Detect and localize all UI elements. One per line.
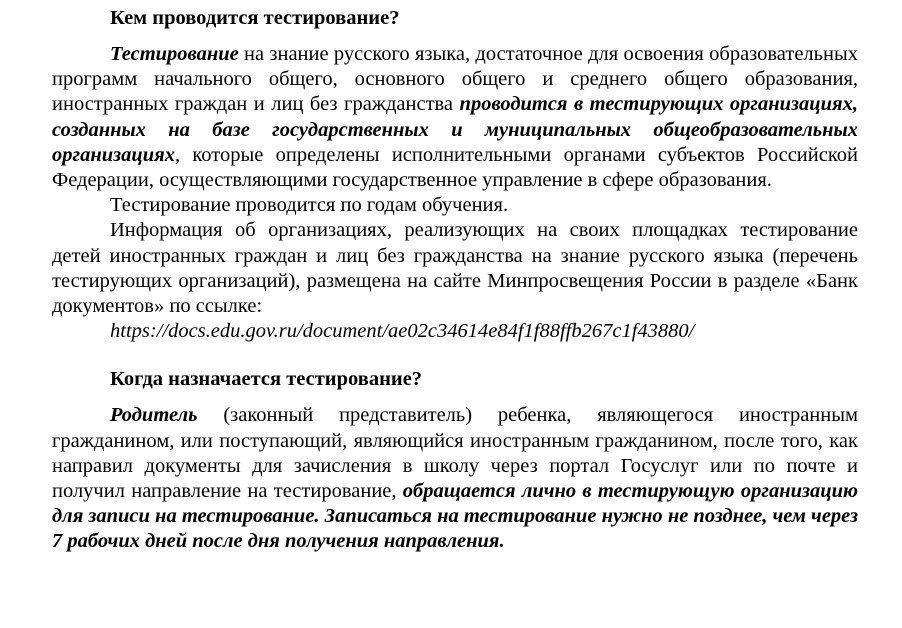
section-heading-who: Кем проводится тестирование? — [110, 7, 400, 29]
paragraph-parent-applies — [52, 403, 858, 554]
document-page — [52, 4, 858, 555]
emphasis-testing: Тестирование — [110, 43, 239, 65]
emphasis-organizations: проводится в тестирующих организациях, созданных на базе государственных и муниципальных общеобразовательных организациях — [52, 93, 858, 166]
paragraph-info-organizations: Информация об организациях, реализующих на своих площадках тестирование детей иностранных граждан и лиц без гражданства на знание русского языка (перечень тестирующих организаций), размещена на сайте Минпросвещения России в разделе «Банк документов» по ссылке: — [52, 219, 858, 318]
document-link[interactable]: https://docs.edu.gov.ru/document/ae02c34614e84f1f88ffb267c1f43880/ — [110, 320, 695, 343]
section-divider — [52, 344, 858, 365]
section-heading-when: Когда назначается тестирование? — [110, 368, 423, 391]
emphasis-apply-in-person: обращается лично в тестирующую организацию для записи на тестирование. Записаться на тестирование нужно не позднее, чем через 7 рабочих дней после дня получения направления. — [52, 480, 858, 553]
paragraph-who-conducts — [52, 42, 858, 193]
paragraph-text: , которые определены исполнительными органами субъектов Российской Федерации, осуществляющими государственное управление в сфере образования. — [52, 143, 858, 192]
paragraph-text: на знание русского языка, достаточное для освоения образовательных программ начального общего, основного общего и среднего общего образования, иностранных граждан и лиц без гражданства — [52, 43, 858, 116]
emphasis-parent: Родитель — [110, 404, 198, 427]
paragraph-by-year: Тестирование проводится по годам обучения. — [110, 194, 509, 217]
paragraph-text: (законный представитель) ребенка, являющегося иностранным гражданином, или поступающий, являющийся иностранным гражданином, после того, как направил документы для зачисления в школу через портал Госуслуг или по почте и получил направление на тестирование, — [52, 404, 858, 503]
